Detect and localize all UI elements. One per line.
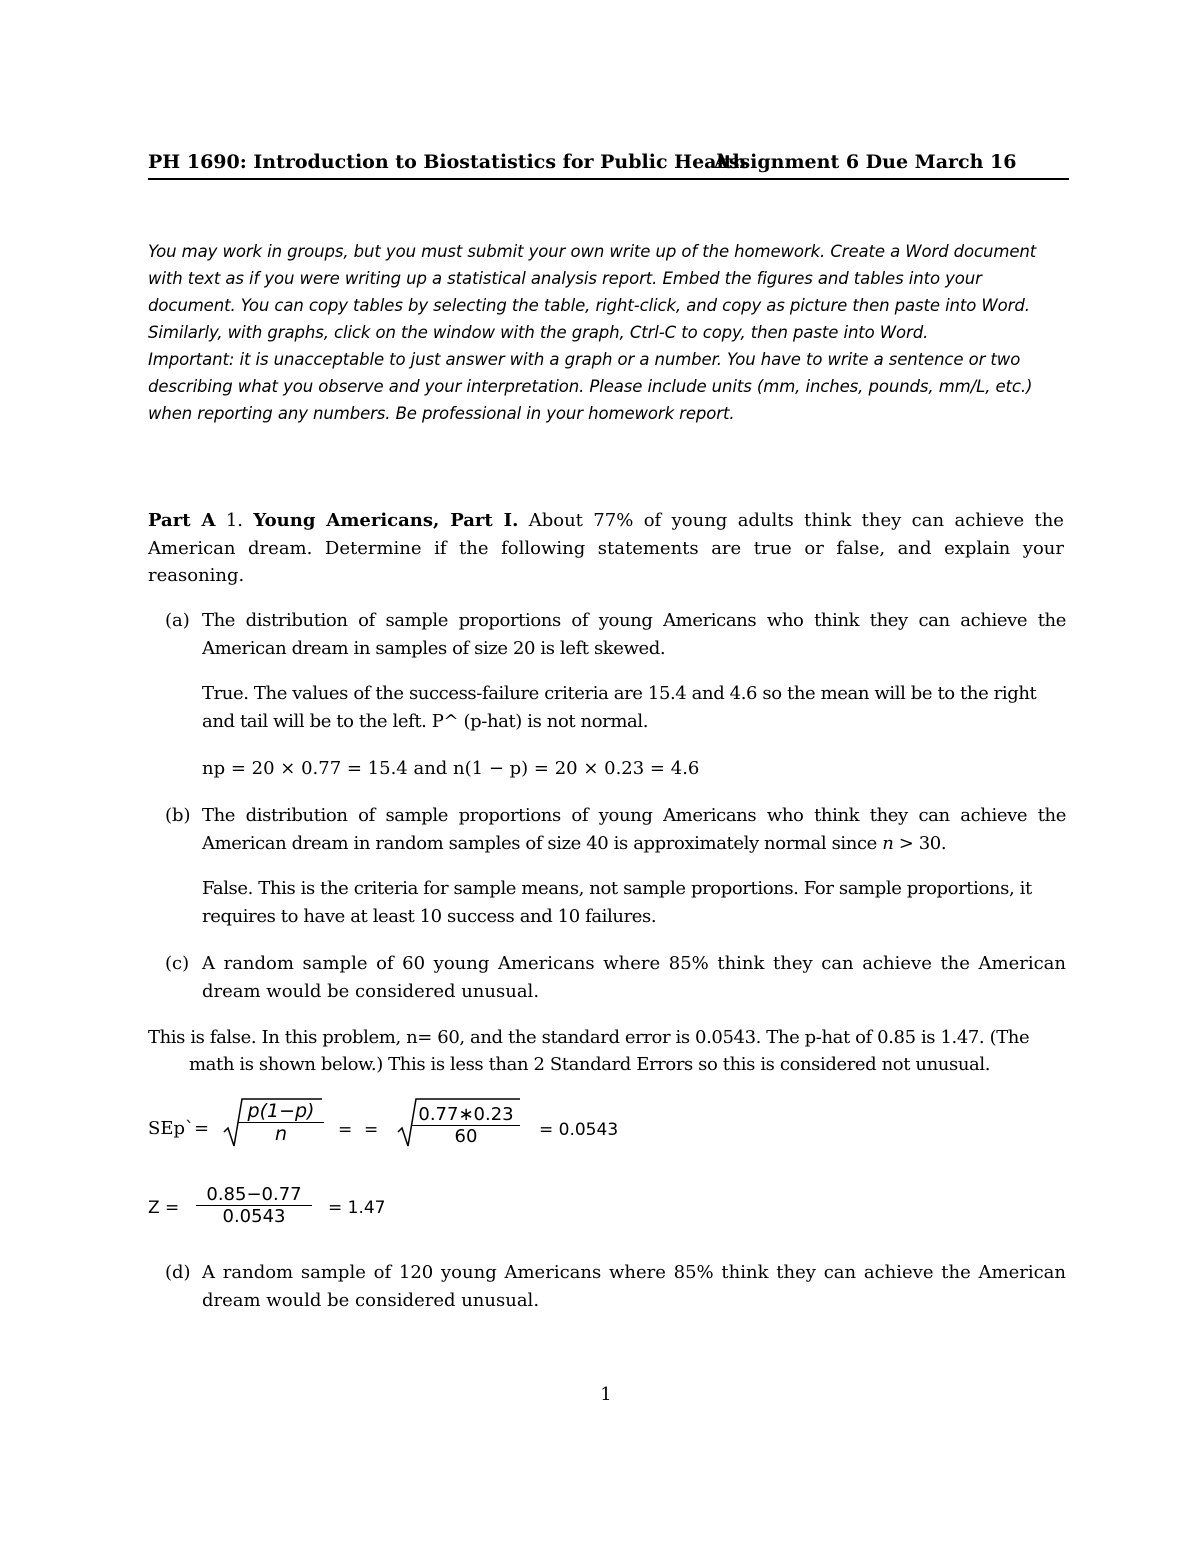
item-b-question-text: The distribution of sample proportions of young Americans who think they can achieve the American dream in random samples of size 40 is approximately normal since (202, 805, 1066, 854)
course-title: PH 1690: Introduction to Biostatistics for Public Health (148, 151, 747, 173)
item-a-label: (a) (165, 610, 190, 631)
item-d-question: A random sample of 120 young Americans where 85% think they can achieve the American dream would be considered unusual. (202, 1262, 1066, 1311)
item-c-answer-line1: This is false. In this problem, n= 60, and the standard error is 0.0543. The p-hat of 0.85 is 1.47. (The (148, 1027, 1030, 1048)
page-number: 1 (600, 1384, 612, 1405)
item-b-answer: False. This is the criteria for sample means, not sample proportions. For sample proportions, it requires to have at least 10 success and 10 failures. (202, 878, 1032, 927)
z-result: = 1.47 (328, 1198, 386, 1218)
item-a-answer: True. The values of the success-failure criteria are 15.4 and 4.6 so the mean will be to the right and tail will be to the left. P^ (p-hat) is not normal. (202, 683, 1037, 732)
problem-number: 1. (225, 510, 243, 531)
item-b-label: (b) (165, 805, 191, 826)
se-result: = 0.0543 (539, 1120, 619, 1140)
item-b-variable: n (882, 832, 894, 854)
item-a-formula: np = 20 × 0.77 = 15.4 and n(1 − p) = 20 × 0.23 = 4.6 (202, 758, 700, 779)
z-fraction (196, 1184, 312, 1227)
problem-text: About 77% of young adults think they can achieve the American dream. Determine if the following statements are true or false, and explain your reasoning. (148, 510, 1064, 586)
instructions-block (148, 238, 1064, 427)
z-label: Z = (148, 1198, 180, 1218)
se-label: SEp`= (148, 1118, 210, 1139)
assignment-due: Assignment 6 Due March 16 (714, 151, 1017, 173)
se-numerator-1: p(1−p) (238, 1100, 324, 1123)
important-note: Important: it is unacceptable to just answer with a graph or a number. You have to write a sentence or two describing what you observe and your interpretation. Please include units (mm, inches, pounds, mm/L, etc.) when reporting any numbers. Be professional in your homework report. (148, 350, 1033, 423)
item-d-label: (d) (165, 1262, 191, 1283)
instructions-text: You may work in groups, but you must submit your own write up of the homework. Create a Word document with text as if you were writing up a statistical analysis report. Embed the figures and tables into your document. You can copy tables by selecting the table, right-click, and copy as picture then paste into Word. Similarly, with graphs, click on the window with the graph, Ctrl-C to copy, then paste into Word. (148, 242, 1037, 342)
document-header (148, 148, 1069, 180)
equals-1: = (338, 1120, 353, 1140)
equals-2: = (364, 1120, 379, 1140)
item-c-question: A random sample of 60 young Americans where 85% think they can achieve the American dream would be considered unusual. (202, 953, 1066, 1002)
se-denominator-1: n (274, 1123, 288, 1145)
item-c-label: (c) (165, 953, 190, 974)
item-b-question-end: > 30. (893, 832, 947, 854)
z-denominator: 0.0543 (222, 1206, 286, 1227)
se-numerator-2: 0.77∗0.23 (412, 1104, 520, 1126)
se-fraction-2 (412, 1104, 520, 1147)
problem-title: Young Americans, Part I. (253, 510, 519, 531)
se-fraction-1 (238, 1100, 324, 1145)
item-c-answer-line2: math is shown below.) This is less than 2 Standard Errors so this is considered not unusual. (189, 1054, 991, 1075)
item-b-question (202, 802, 1066, 857)
z-numerator: 0.85−0.77 (196, 1184, 312, 1206)
se-denominator-2: 60 (454, 1126, 478, 1147)
part-a-intro (148, 507, 1064, 590)
item-a-question: The distribution of sample proportions of young Americans who think they can achieve the American dream in samples of size 20 is left skewed. (202, 610, 1066, 659)
part-label: Part A (148, 510, 216, 531)
